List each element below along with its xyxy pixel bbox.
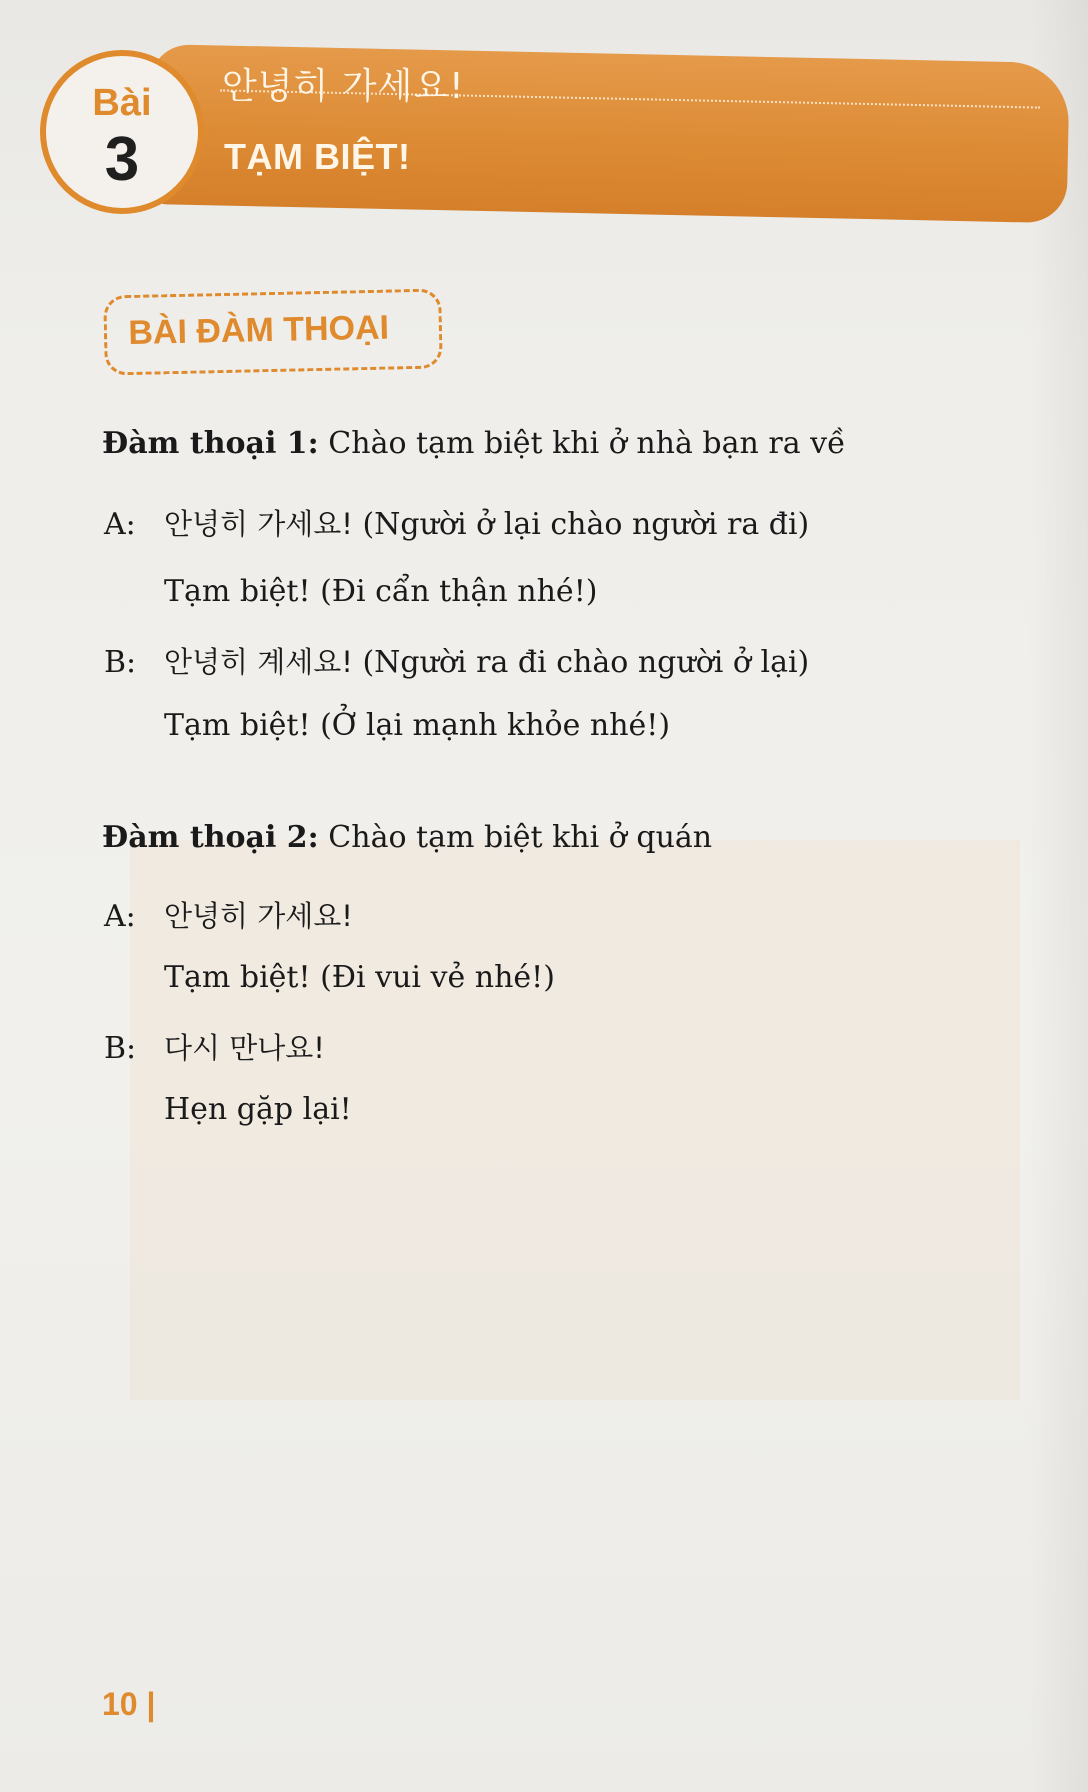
speaker-label: A: bbox=[104, 899, 136, 934]
phrase-note: (Người ở lại chào người ra đi) bbox=[352, 507, 810, 542]
lesson-title-korean: 안녕히 가세요! bbox=[222, 66, 465, 107]
lesson-title-vietnamese: TẠM BIỆT! bbox=[224, 136, 411, 177]
dialogue-1-title-label: Đàm thoại 1: bbox=[102, 426, 319, 461]
page-edge-shadow bbox=[1028, 0, 1088, 1792]
dialogue-line bbox=[104, 502, 809, 543]
lesson-word: Bài bbox=[92, 82, 152, 124]
lesson-number: 3 bbox=[104, 125, 140, 194]
dialogue-line bbox=[104, 894, 353, 935]
korean-phrase: 안녕히 가세요! bbox=[164, 899, 353, 933]
speaker-label: B: bbox=[104, 1031, 137, 1066]
dialogue-line bbox=[104, 640, 809, 681]
translation-line: Tạm biệt! (Ở lại mạnh khỏe nhé!) bbox=[164, 708, 671, 743]
translation-line: Hẹn gặp lại! bbox=[164, 1092, 352, 1127]
korean-phrase: 안녕히 가세요! bbox=[164, 507, 353, 541]
speaker-label: B: bbox=[104, 645, 137, 680]
korean-phrase: 다시 만나요! bbox=[164, 1031, 325, 1065]
translation-line: Tạm biệt! (Đi cẩn thận nhé!) bbox=[164, 574, 598, 609]
speaker-label: A: bbox=[104, 507, 136, 542]
dialogue-1-title-text: Chào tạm biệt khi ở nhà bạn ra về bbox=[318, 426, 846, 461]
dialogue-1-title bbox=[102, 426, 846, 461]
dialogue-2-title-text: Chào tạm biệt khi ở quán bbox=[318, 820, 713, 855]
dialogue-line bbox=[104, 1026, 325, 1067]
phrase-note: (Người ra đi chào người ở lại) bbox=[352, 645, 810, 680]
lesson-number-badge bbox=[40, 50, 204, 214]
page-number: 10 | bbox=[102, 1686, 156, 1722]
dialogue-2-title bbox=[102, 820, 712, 855]
translation-line: Tạm biệt! (Đi vui vẻ nhé!) bbox=[164, 960, 555, 995]
korean-phrase: 안녕히 계세요! bbox=[164, 645, 353, 679]
section-heading: BÀI ĐÀM THOẠI bbox=[128, 308, 390, 352]
dialogue-2-title-label: Đàm thoại 2: bbox=[102, 820, 319, 855]
